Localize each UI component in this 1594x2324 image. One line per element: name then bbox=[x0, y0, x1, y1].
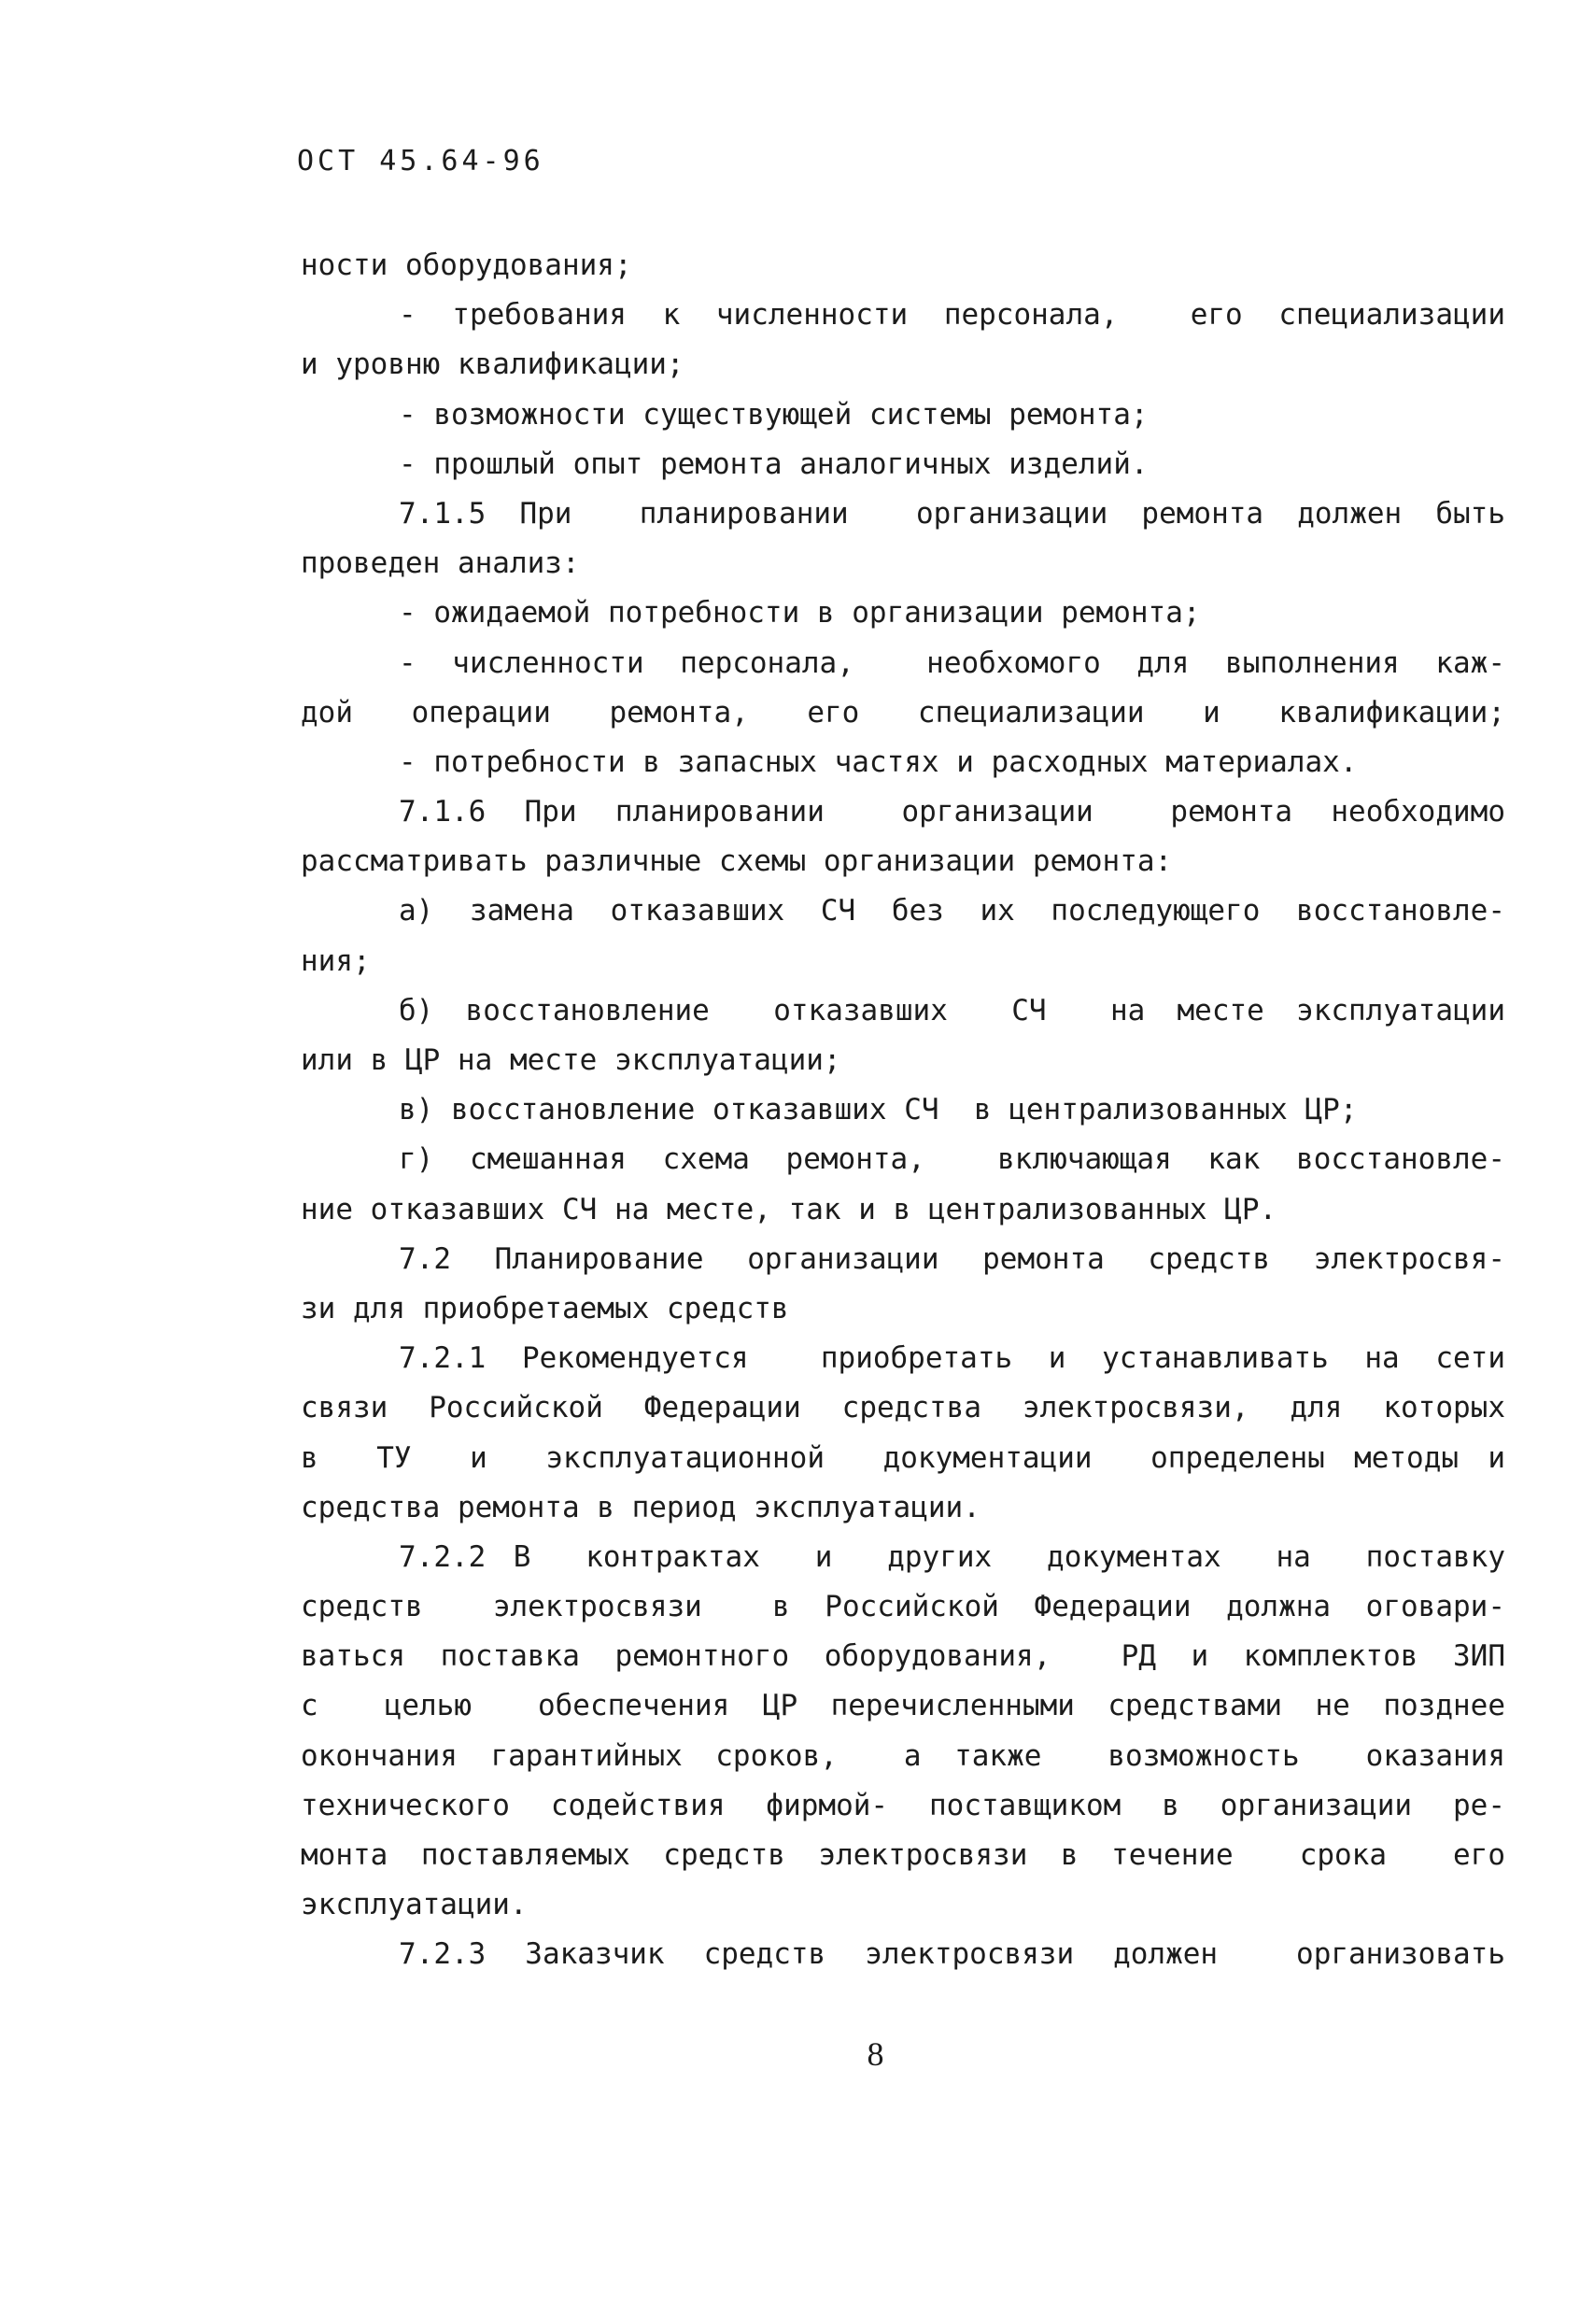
text-line: - ожидаемой потребности в организации ремонта; bbox=[399, 596, 1201, 631]
text-line: 7.2.3 Заказчик средств электросвязи должен организовать bbox=[399, 1937, 1505, 1972]
page-number: 8 bbox=[867, 2035, 884, 2073]
text-line: в ТУ и эксплуатационной документации определены методы и bbox=[301, 1440, 1505, 1475]
text-line: окончания гарантийных сроков, а также возможность оказания bbox=[301, 1738, 1505, 1773]
text-line: средств электросвязи в Российской Федерации должна оговари- bbox=[301, 1590, 1505, 1624]
text-line: средства ремонта в период эксплуатации. bbox=[301, 1490, 980, 1524]
text-line: проведен анализ: bbox=[301, 546, 580, 581]
text-line: - требования к численности персонала, его специализации bbox=[399, 298, 1505, 333]
text-line: - возможности существующей системы ремонта; bbox=[399, 397, 1149, 432]
text-line: - потребности в запасных частях и расходных материалах. bbox=[399, 744, 1358, 779]
text-line: - прошлый опыт ремонта аналогичных изделий. bbox=[399, 446, 1149, 481]
text-line: зи для приобретаемых средств bbox=[301, 1291, 789, 1325]
text-line: ности оборудования; bbox=[301, 248, 632, 282]
body-text bbox=[301, 241, 1505, 1980]
text-line: и уровню квалификации; bbox=[301, 347, 684, 382]
text-line: ваться поставка ремонтного оборудования, РД и комплектов ЗИП bbox=[301, 1639, 1505, 1674]
text-line: 7.1.5 При планировании организации ремонта должен быть bbox=[399, 496, 1505, 531]
text-line: 7.2 Планирование организации ремонта средств электросвя- bbox=[399, 1241, 1505, 1276]
text-line: г) смешанная схема ремонта, включающая как восстановле- bbox=[399, 1142, 1505, 1177]
text-line: б) восстановление отказавших СЧ на месте эксплуатации bbox=[399, 993, 1505, 1027]
text-line: 7.2.2 В контрактах и других документах на поставку bbox=[399, 1539, 1505, 1574]
text-line: монта поставляемых средств электросвязи в течение срока его bbox=[301, 1838, 1505, 1872]
text-line: или в ЦР на месте эксплуатации; bbox=[301, 1043, 841, 1077]
text-line: ния; bbox=[301, 943, 371, 978]
text-line: а) замена отказавших СЧ без их последующего восстановле- bbox=[399, 894, 1505, 928]
text-line: рассматривать различные схемы организации ремонта: bbox=[301, 844, 1173, 879]
text-line: связи Российской Федерации средства электросвязи, для которых bbox=[301, 1391, 1505, 1425]
document-code: ОСТ 45.64-96 bbox=[297, 145, 544, 177]
text-line: ние отказавших СЧ на месте, так и в централизованных ЦР. bbox=[301, 1192, 1277, 1226]
text-line: дой операции ремонта, его специализации и квалификации; bbox=[301, 695, 1505, 730]
text-line: 7.2.1 Рекомендуется приобретать и устанавливать на сети bbox=[399, 1341, 1505, 1376]
text-line: - численности персонала, необхомого для выполнения каж- bbox=[399, 645, 1505, 680]
text-line: в) восстановление отказавших СЧ в централизованных ЦР; bbox=[399, 1093, 1358, 1127]
text-line: технического содействия фирмой- поставщиком в организации ре- bbox=[301, 1788, 1505, 1822]
text-line: 7.1.6 При планировании организации ремонта необходимо bbox=[399, 795, 1505, 829]
text-line: эксплуатации. bbox=[301, 1888, 528, 1922]
text-line: с целью обеспечения ЦР перечисленными средствами не позднее bbox=[301, 1689, 1505, 1723]
